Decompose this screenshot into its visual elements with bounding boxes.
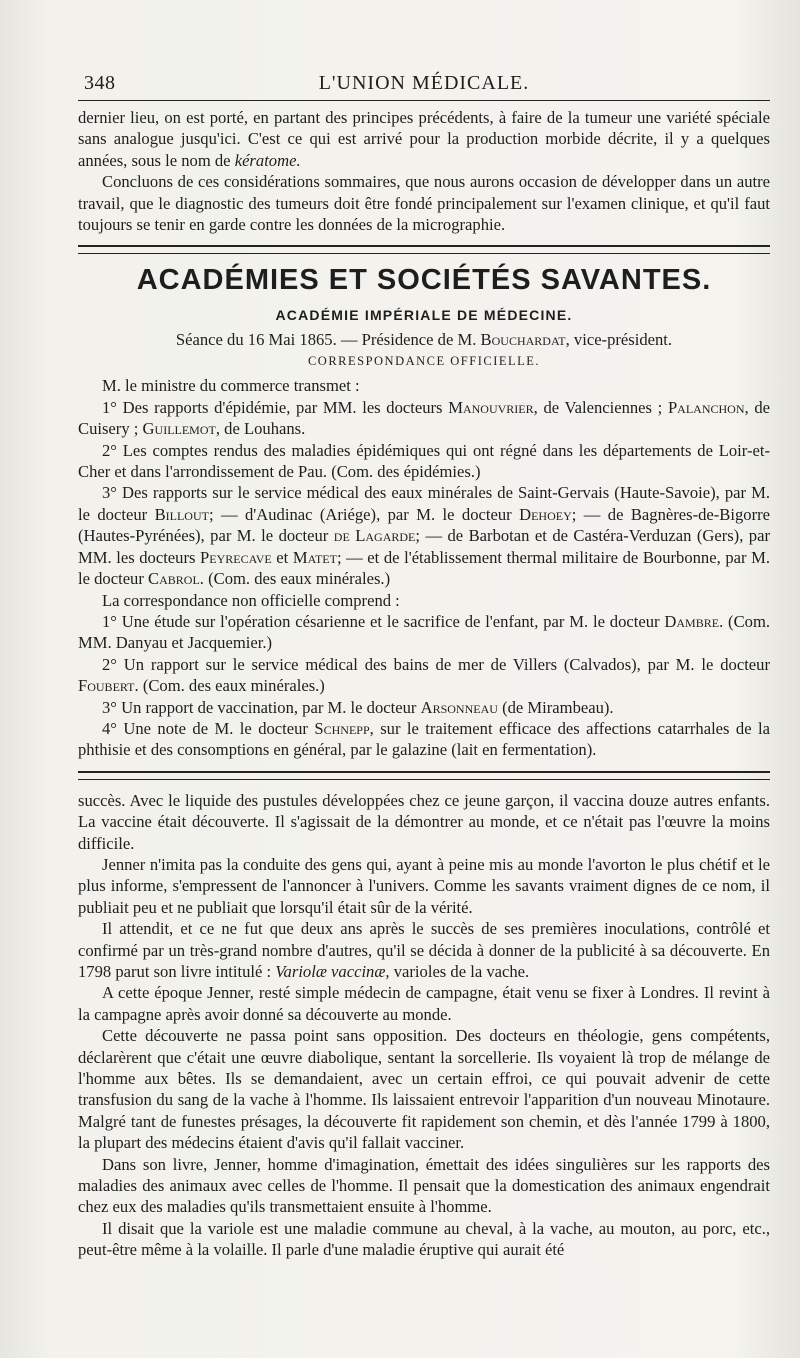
paragraph: Cette découverte ne passa point sans opposition. Des docteurs en théologie, gens compétents, déclarèrent que c'était une œuvre diabolique, sentant la sorcellerie. Ils voyaient là trop de mélange de l'homme aux bêtes. Ils se demandaient, avec un certain effroi, ce qui pouvait advenir de cette transfusion du sang de la vache à l'homme. Ils laissaient entrevoir l'apparition d'un nouveau Minotaure. Malgré tant de funestes présages, la découverte fit rapidement son chemin, et dès l'année 1799 à 1800, la plupart des médecins étaient d'avis qu'il fallait vacciner. xyxy=(78,1026,770,1153)
section-divider xyxy=(78,245,770,254)
italic-term: kératome. xyxy=(234,150,301,170)
paragraph: M. le ministre du commerce transmet : xyxy=(102,376,360,396)
unofficial-correspondence xyxy=(78,590,770,761)
official-correspondence xyxy=(78,375,770,589)
list-item: 2° Les comptes rendus des maladies épidémiques qui ont régné dans les départements de Loir-et-Cher et dans l'arrondissement de Pau. (Com. des épidémies.) xyxy=(78,440,770,482)
running-header xyxy=(78,66,770,101)
subsection-title: ACADÉMIE IMPÉRIALE DE MÉDECINE. xyxy=(275,307,573,324)
section-title: ACADÉMIES ET SOCIÉTÉS SAVANTES. xyxy=(136,264,712,297)
list-item: 1° Des rapports d'épidémie, par MM. les docteurs Manouvrier, de Valenciennes ; Palanchon, de Cuisery ; Guillemot, de Louhans. xyxy=(78,397,770,439)
paragraph: Jenner n'imita pas la conduite des gens qui, ayant à peine mis au monde l'avorton le plus chétif et le plus informe, s'empressent de l'annoncer à l'univers. Comme les savants vraiment dignes de ce nom, il publiait peu et ne publiait que lorsqu'il était sûr de la vérité. xyxy=(78,854,770,917)
paragraph: Il attendit, et ce ne fut que deux ans après le succès de ses premières inoculations, contrôlé et confirmé par un très-grand nombre d'autres, qu'il se décida à donner de la publicité à sa découverte. En 1798 parut son livre intitulé : Variolæ vaccinæ, varioles de la vache. xyxy=(78,919,770,981)
feuilleton-column xyxy=(78,790,770,1261)
list-item: 1° Une étude sur l'opération césarienne et le sacrifice de l'enfant, par M. le docteur Dambre. (Com. MM. Danyau et Jacquemier.) xyxy=(78,611,771,653)
page-number: 348 xyxy=(84,72,116,94)
paragraph: dernier lieu, on est porté, en partant des principes précédents, à faire de la tumeur une variété spéciale sans analogue jusqu'ici. C'est ce qui est arrivé pour la production morbide décrite, il y a quelques années, sous le nom de kératome. xyxy=(78,108,770,170)
feuilleton-divider xyxy=(78,771,770,780)
paragraph: La correspondance non officielle comprend : xyxy=(102,590,400,610)
session-line: Séance du 16 Mai 1865. — Présidence de M. Bouchardat, vice-président. xyxy=(175,330,673,350)
list-item: 4° Une note de M. le docteur Schnepp, sur le traitement efficace des affections catarrhales de la phthisie et des consomptions en général, par le galazine (lait en fermentation). xyxy=(78,718,770,760)
correspondence-title: CORRESPONDANCE OFFICIELLE. xyxy=(307,354,541,369)
paragraph: A cette époque Jenner, resté simple médecin de campagne, était venu se fixer à Londres. Il revint à la campagne après avoir donné sa découverte au monde. xyxy=(78,983,770,1024)
paragraph: Il disait que la variole est une maladie commune au cheval, à la vache, au mouton, au porc, etc., peut-être même à la volaille. Il parle d'une maladie éruptive qui aurait été xyxy=(78,1218,770,1260)
paragraph: succès. Avec le liquide des pustules développées chez ce jeune garçon, il vaccina douze autres enfants. La vaccine était découverte. Il s'agissait de la démontrer au monde, et ce n'était pas l'œuvre la moins difficile. xyxy=(78,790,770,853)
article-continuation xyxy=(78,107,770,235)
list-item: 3° Des rapports sur le service médical des eaux minérales de Saint-Gervais (Haute-Savoie), par M. le docteur Billout; — d'Audinac (Ariége), par M. le docteur Dehoey; — de Bagnères-de-Bigorre (Hautes-Pyrénées), par M. le docteur de Lagarde; — de Barbotan et de Castéra-Verduzan (Gers), par MM. les docteurs Peyrecave et Matet; — et de l'établissement thermal militaire de Bourbonne, par M. le docteur Cabrol. (Com. des eaux minérales.) xyxy=(78,483,770,589)
list-item: 2° Un rapport sur le service médical des bains de mer de Villers (Calvados), par M. le docteur Foubert. (Com. des eaux minérales.) xyxy=(78,654,770,696)
president-name: Bouchardat xyxy=(480,330,566,350)
paragraph: Dans son livre, Jenner, homme d'imagination, émettait des idées singulières sur les rapports des maladies des animaux avec celles de l'homme. Il pensait que la domestication des animaux engendrait chez eux des maladies qu'ils transmettaient ensuite à l'homme. xyxy=(78,1154,770,1217)
italic-title: Variolæ vaccinæ, xyxy=(275,962,390,981)
paragraph: Concluons de ces considérations sommaires, que nous aurons occasion de développer dans un autre travail, que le diagnostic des tumeurs doit être fondé principalement sur l'examen clinique, et qu'il faut toujours se tenir en garde contre les données de la micrographie. xyxy=(78,172,770,235)
list-item: 3° Un rapport de vaccination, par M. le docteur Arsonneau (de Mirambeau). xyxy=(102,697,614,717)
journal-title: L'UNION MÉDICALE. xyxy=(318,72,530,94)
